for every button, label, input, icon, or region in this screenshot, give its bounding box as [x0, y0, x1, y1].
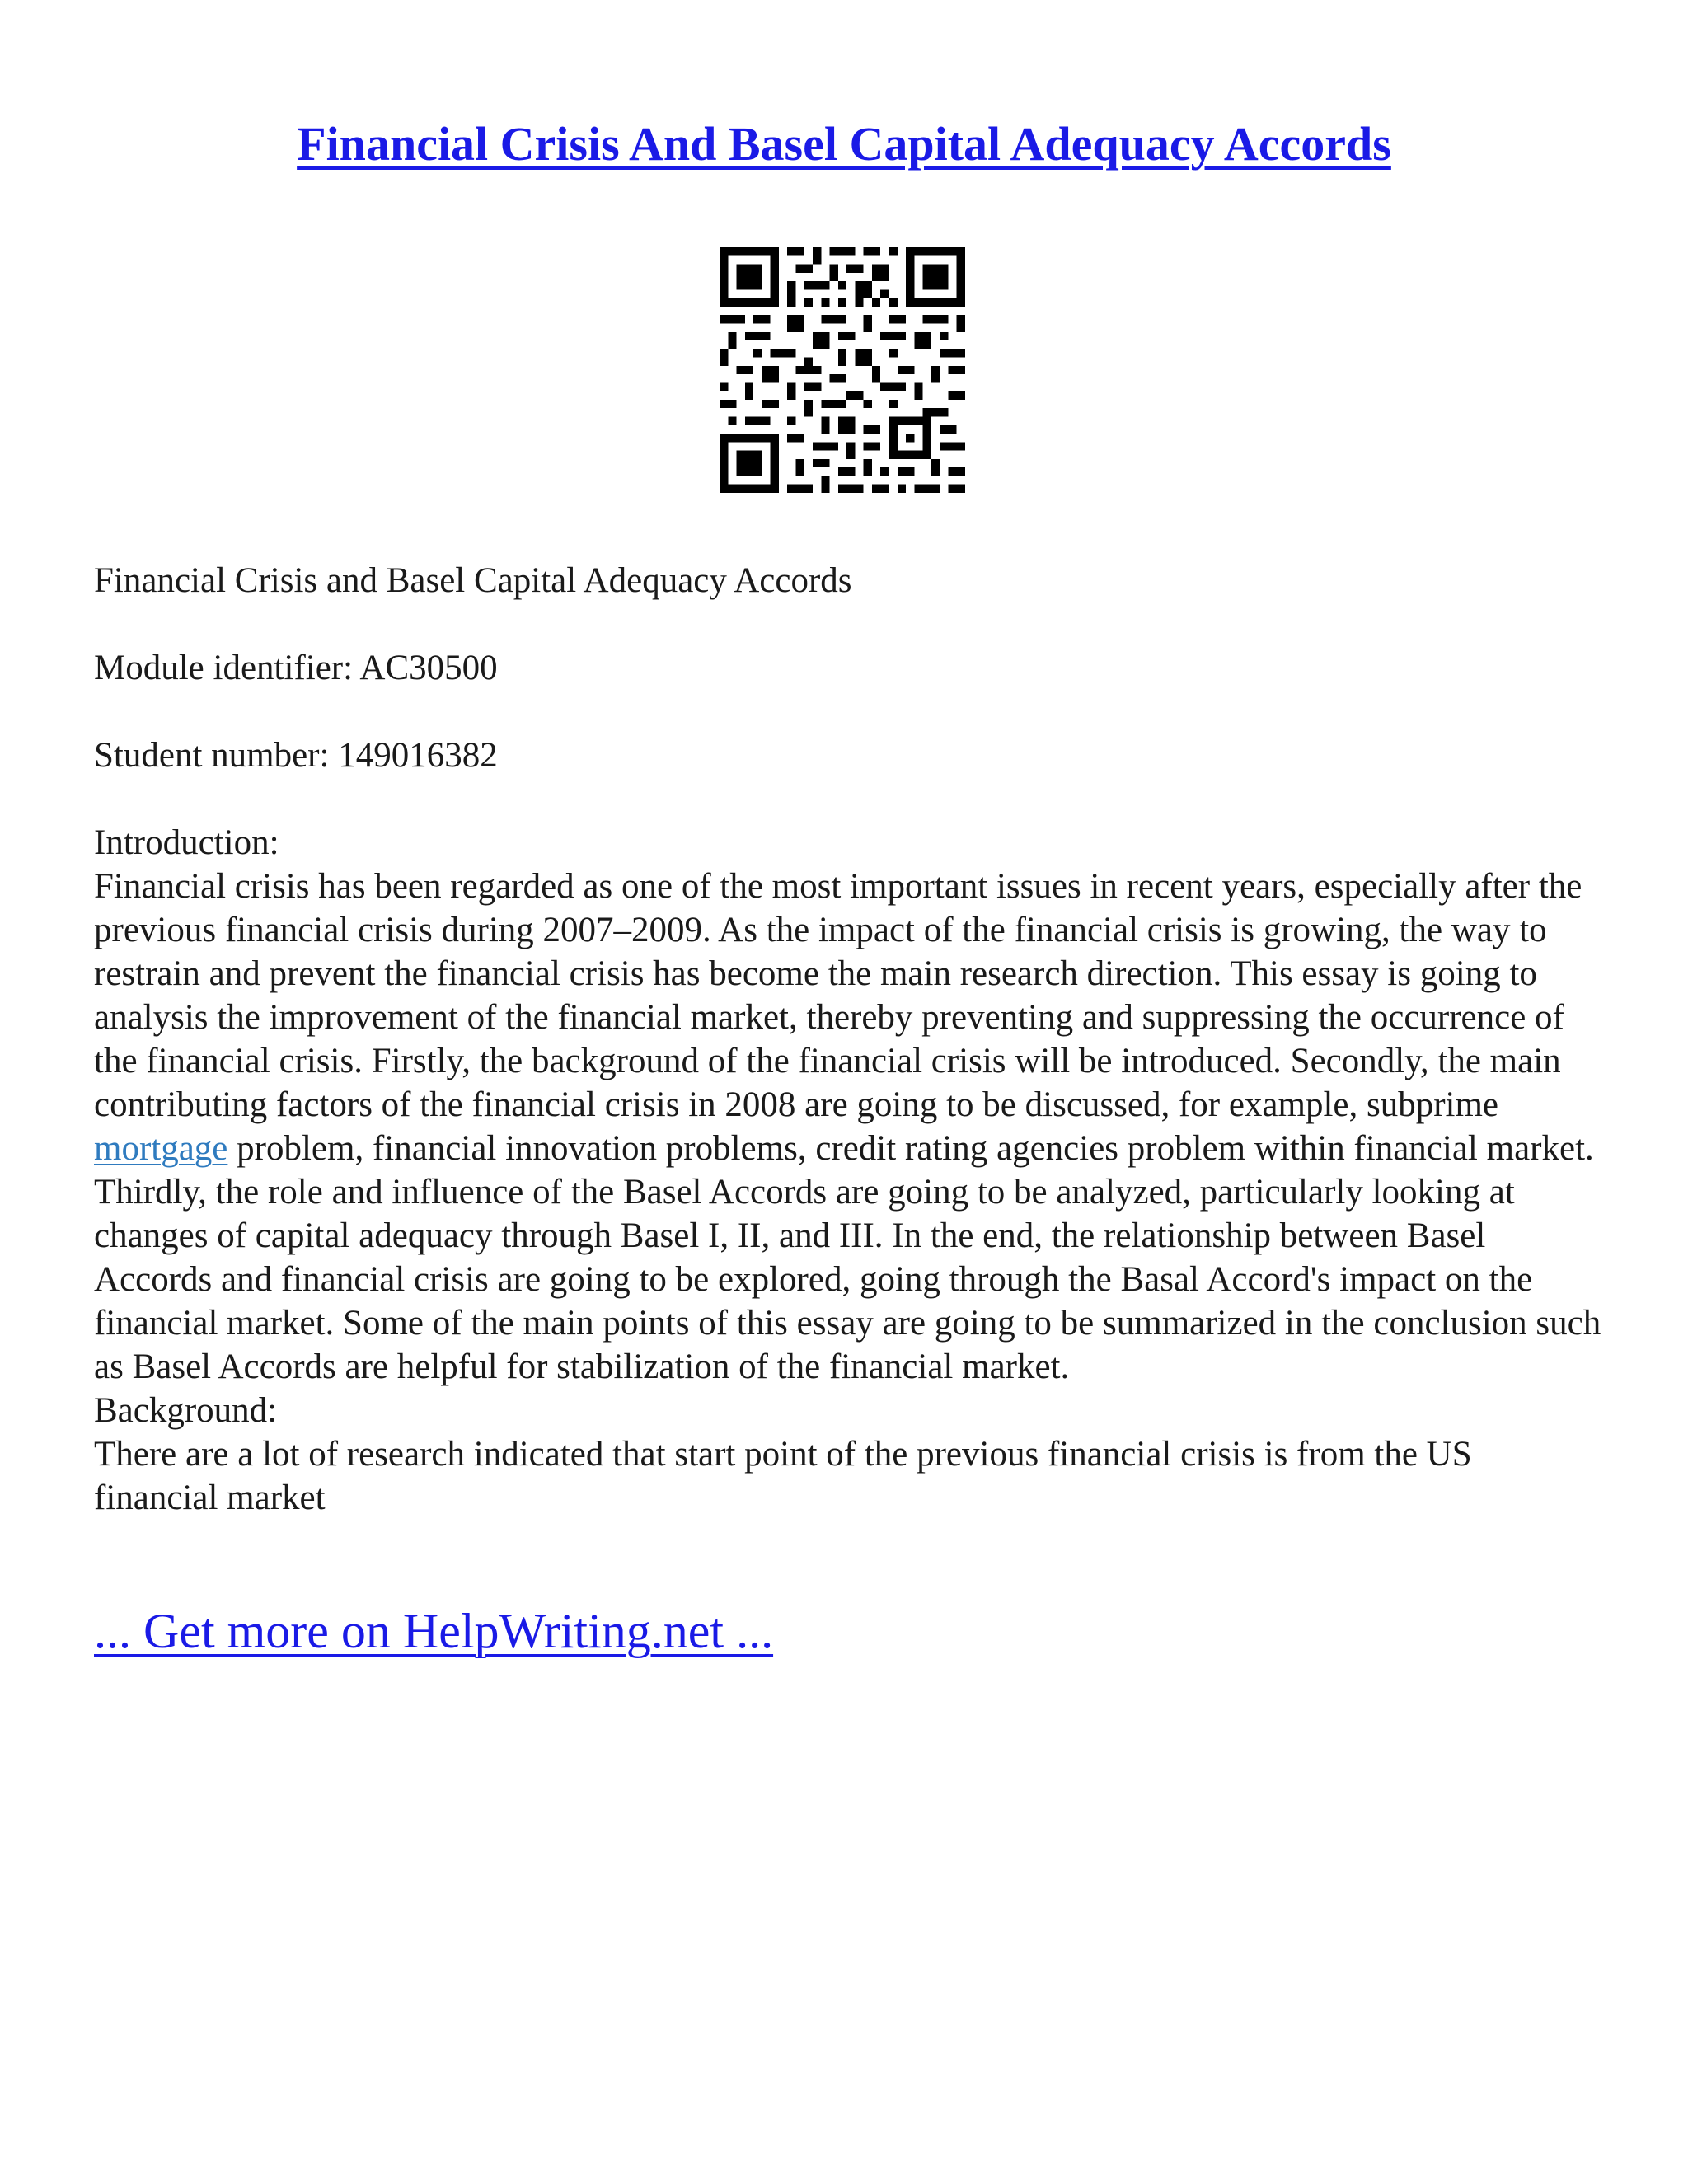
student-number: Student number: 149016382: [94, 736, 498, 775]
document-body: [94, 559, 1602, 1520]
document-title: [0, 115, 1688, 173]
introduction-paragraph: [94, 865, 1602, 1389]
introduction-label: Introduction:: [94, 823, 279, 862]
mortgage-link[interactable]: mortgage: [94, 1129, 228, 1168]
intro-text-part2: problem, financial innovation problems, credit rating agencies problem within financial market. Thirdly, the role and influence of the Basel Accords are going to be analyzed, particularly looking at changes of capital adequacy through Basel I, II, and III. In the end, the relationship between Basel Accords and financial crisis are going to be explored, going through the Basal Accord's impact on the financial market. Some of the main points of this essay are going to be summarized in the conclusion such as Basel Accords are helpful for stabilization of the financial market.: [94, 1129, 1601, 1386]
background-label: Background:: [94, 1391, 278, 1430]
background-paragraph: There are a lot of research indicated that start point of the previous financial crisis is from the US financial market: [94, 1435, 1472, 1517]
module-identifier: Module identifier: AC30500: [94, 649, 498, 687]
essay-heading: Financial Crisis and Basel Capital Adequacy Accords: [94, 561, 852, 600]
intro-text-part1: Financial crisis has been regarded as one of the most important issues in recent years, especially after the previous financial crisis during 2007–2009. As the impact of the financial crisis is growing, the way to restrain and prevent the financial crisis has become the main research direction. This essay is going to analysis the improvement of the financial market, thereby preventing and suppressing the occurrence of the financial crisis. Firstly, the background of the financial crisis will be introduced. Secondly, the main contributing factors of the financial crisis in 2008 are going to be discussed, for example, subprime: [94, 867, 1582, 1124]
qr-code-icon: [720, 247, 965, 493]
title-link[interactable]: Financial Crisis And Basel Capital Adequacy Accords: [297, 117, 1391, 171]
get-more-container: [94, 1602, 773, 1660]
get-more-link[interactable]: ... Get more on HelpWriting.net ...: [94, 1604, 774, 1658]
